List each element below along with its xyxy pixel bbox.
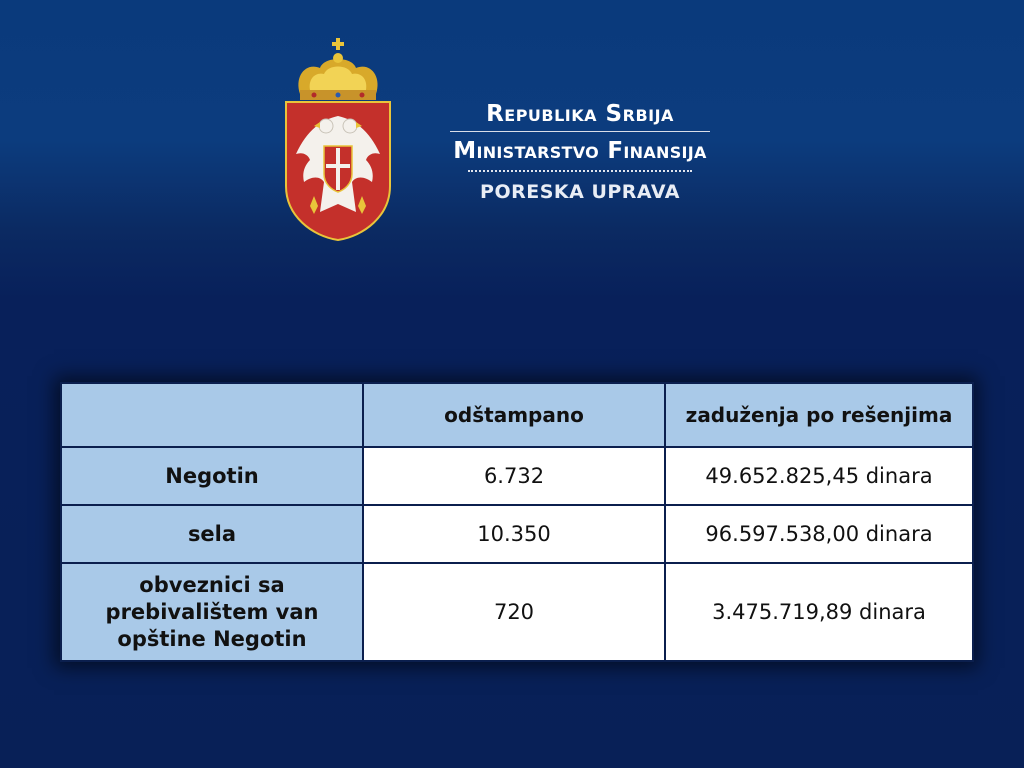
republic-title: Republika Srbija (486, 101, 674, 127)
cell-odstampano: 6.732 (363, 447, 665, 505)
data-table-container (60, 382, 972, 662)
cell-zaduzenja: 96.597.538,00 dinara (665, 505, 973, 563)
header-cell-empty (61, 383, 363, 447)
table-row (61, 563, 973, 661)
row-label: sela (61, 505, 363, 563)
coat-of-arms-icon (280, 36, 396, 242)
title-divider (450, 131, 710, 132)
header-cell-odstampano: odštampano (363, 383, 665, 447)
ministry-title: Ministarstvo Finansija (453, 138, 707, 164)
dotted-divider (468, 170, 692, 172)
masthead (416, 98, 744, 206)
cell-odstampano: 720 (363, 563, 665, 661)
row-label: obveznici sa prebivalištem van opštine Negotin (61, 563, 363, 661)
table-header-row (61, 383, 973, 447)
crown-icon (298, 38, 377, 100)
cell-odstampano: 10.350 (363, 505, 665, 563)
row-label: Negotin (61, 447, 363, 505)
table-row (61, 505, 973, 563)
header-cell-zaduzenja: zaduženja po rešenjima (665, 383, 973, 447)
table-row (61, 447, 973, 505)
data-table (60, 382, 974, 662)
tax-administration-title: PORESKA UPRAVA (480, 181, 680, 203)
cell-zaduzenja: 49.652.825,45 dinara (665, 447, 973, 505)
cell-zaduzenja: 3.475.719,89 dinara (665, 563, 973, 661)
